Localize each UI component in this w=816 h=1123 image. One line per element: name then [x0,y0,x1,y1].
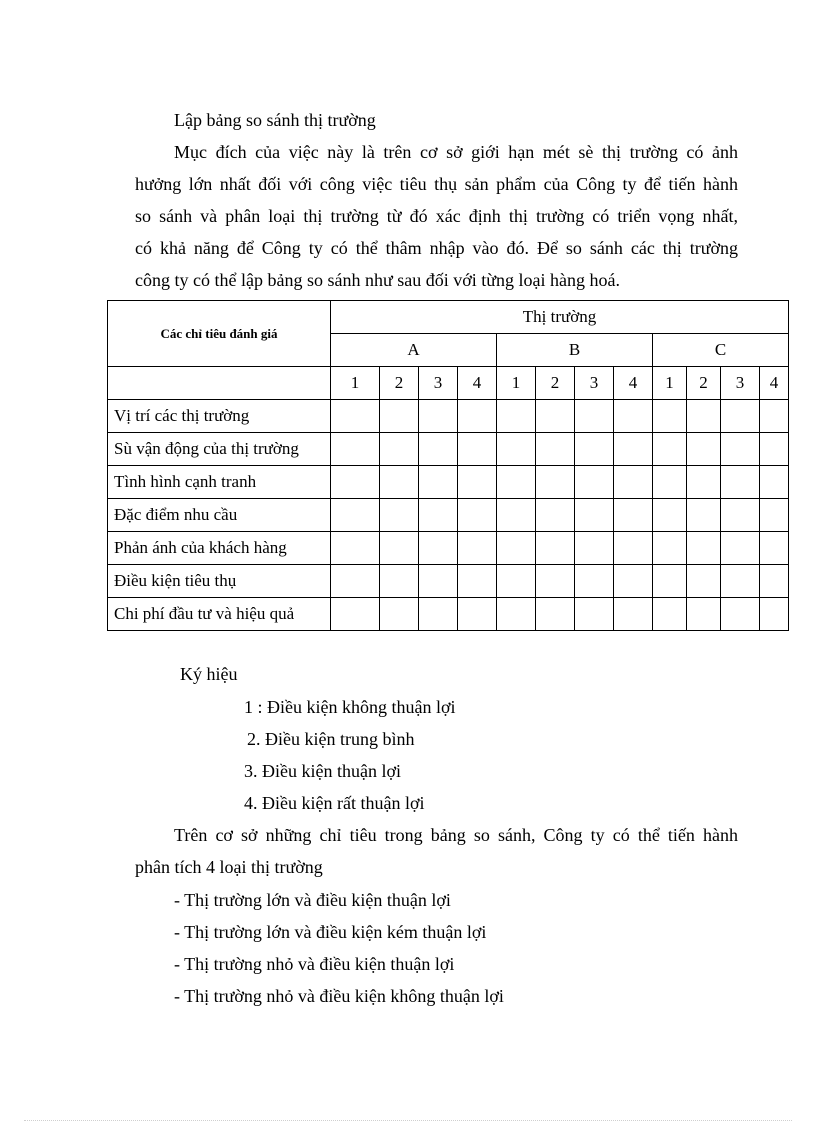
criterion-label: Tình hình cạnh tranh [108,466,331,499]
level-cell: 3 [419,367,458,400]
market-type-item: - Thị trường lớn và điều kiện kém thuận lợi [174,922,487,942]
criterion-label: Phản ánh của khách hàng [108,532,331,565]
table-row [108,499,789,532]
level-cell: 4 [614,367,653,400]
level-cell: 4 [458,367,497,400]
level-cell: 3 [721,367,760,400]
market-type-item: - Thị trường nhỏ và điều kiện không thuận lợi [174,986,504,1006]
table-row [108,433,789,466]
intro-line: Mục đích của việc này là trên cơ sở giới hạn mét sè thị trường có ảnh [174,142,738,162]
market-a-header: A [331,334,497,367]
market-comparison-table [107,300,789,631]
legend-item: 3. Điều kiện thuận lợi [244,761,401,781]
empty-cell [108,367,331,400]
page-bottom-divider [24,1120,792,1121]
intro-line: so sánh và phân loại thị trường từ đó xác định thị trường có triển vọng nhất, [135,206,738,226]
table-row [108,565,789,598]
market-b-header: B [497,334,653,367]
table-row [108,598,789,631]
criterion-label: Điều kiện tiêu thụ [108,565,331,598]
criteria-header: Các chỉ tiêu đánh giá [108,301,331,367]
legend-item: 2. Điều kiện trung bình [247,729,415,749]
criterion-label: Vị trí các thị trường [108,400,331,433]
legend-title: Ký hiệu [180,664,238,684]
table-row [108,400,789,433]
legend-item: 4. Điều kiện rất thuận lợi [244,793,425,813]
criterion-label: Sù vận động của thị trường [108,433,331,466]
market-c-header: C [653,334,789,367]
analysis-line: Trên cơ sở những chỉ tiêu trong bảng so sánh, Công ty có thể tiến hành [174,825,738,845]
legend-item: 1 : Điều kiện không thuận lợi [244,697,456,717]
level-cell: 3 [575,367,614,400]
level-cell: 2 [687,367,721,400]
criterion-label: Đặc điểm nhu cầu [108,499,331,532]
level-cell: 1 [653,367,687,400]
market-header: Thị trường [331,301,789,334]
intro-line: công ty có thể lập bảng so sánh như sau đối với từng loại hàng hoá. [135,270,620,290]
intro-line: có khả năng để Công ty có thể thâm nhập vào đó. Để so sánh các thị trường [135,238,738,258]
market-type-item: - Thị trường lớn và điều kiện thuận lợi [174,890,451,910]
level-cell: 4 [760,367,789,400]
intro-line: hưởng lớn nhất đối với công việc tiêu thụ sản phẩm của Công ty để tiến hành [135,174,738,194]
level-cell: 2 [380,367,419,400]
analysis-line: phân tích 4 loại thị trường [135,857,323,877]
criterion-label: Chi phí đầu tư và hiệu quả [108,598,331,631]
level-header-row [108,367,789,400]
level-cell: 2 [536,367,575,400]
market-type-item: - Thị trường nhỏ và điều kiện thuận lợi [174,954,455,974]
section-heading: Lập bảng so sánh thị trường [174,110,376,130]
table-row [108,466,789,499]
table-row [108,532,789,565]
level-cell: 1 [331,367,380,400]
level-cell: 1 [497,367,536,400]
